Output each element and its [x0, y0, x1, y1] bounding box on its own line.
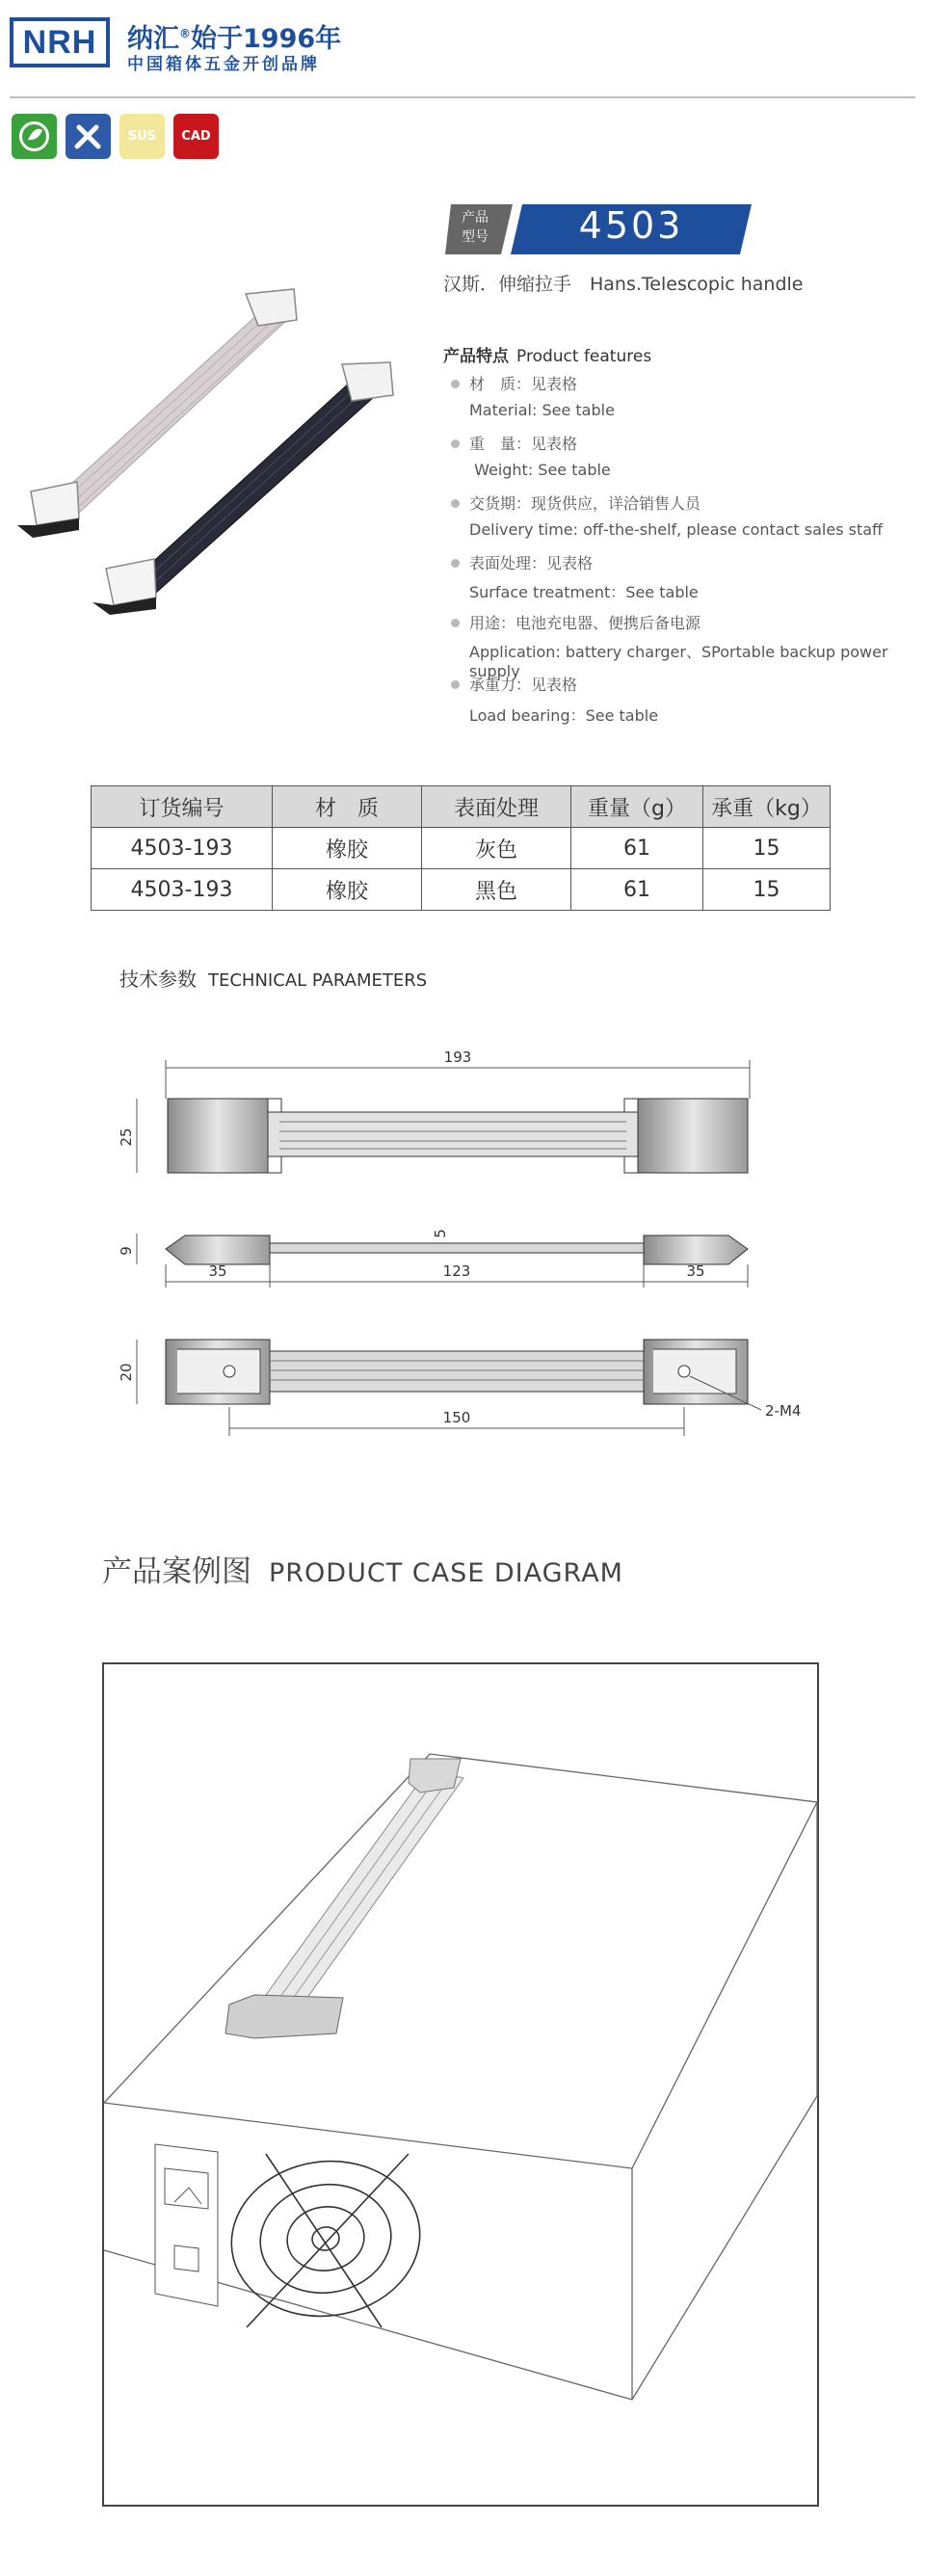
dim-strap-thickness: 5 — [432, 1229, 449, 1238]
features-title-cn: 产品特点 — [443, 347, 509, 366]
table-cell: 橡胶 — [273, 869, 422, 911]
feature-item-en: Weight: See table — [469, 461, 611, 479]
feature-item-cn: 重 量：见表格 — [469, 435, 578, 453]
table-row — [92, 828, 831, 869]
top-view — [118, 1049, 750, 1173]
table-cell: 61 — [571, 828, 703, 869]
feature-item-cn: 表面处理：见表格 — [469, 554, 594, 572]
case-diagram — [102, 1662, 819, 2507]
feature-item-en: Delivery time: off-the-shelf, please contact sales staff — [469, 520, 884, 539]
features-title-en: Product features — [516, 347, 652, 366]
dim-base-width: 20 — [118, 1363, 135, 1382]
bullet-icon — [451, 680, 460, 689]
sus-icon: SUS — [119, 114, 165, 159]
dim-middle: 123 — [442, 1262, 471, 1280]
table-header: 承重（kg） — [703, 786, 831, 828]
table-cell: 61 — [571, 869, 703, 911]
table-cell: 黑色 — [422, 869, 571, 911]
feature-item-cn: 材 质：见表格 — [469, 375, 578, 393]
header-divider — [10, 96, 915, 98]
power-socket — [155, 2144, 218, 2306]
feature-item-cn: 交货期：现货供应，详洽销售人员 — [469, 494, 701, 513]
table-header: 材 质 — [273, 786, 422, 828]
bullet-icon — [451, 439, 460, 448]
dim-end-left: 35 — [208, 1262, 227, 1280]
table-cell: 4503-193 — [92, 869, 273, 911]
case-diagram-title-en: PRODUCT CASE DIAGRAM — [269, 1558, 623, 1588]
model-tag-label-2: 型号 — [462, 229, 489, 245]
feature-item-en: Application: battery charger、SPortable backup power supply — [469, 643, 888, 680]
table-cell: 15 — [703, 869, 831, 911]
technical-title-en: TECHNICAL PARAMETERS — [208, 970, 428, 991]
dim-height: 9 — [118, 1246, 135, 1256]
case-diagram-title-cn: 产品案例图 — [102, 1554, 251, 1589]
spec-table — [91, 785, 831, 911]
technical-title-cn: 技术参数 — [119, 968, 197, 991]
side-view — [118, 1229, 748, 1288]
dim-screw: 2-M4 — [765, 1402, 802, 1420]
tools-icon — [66, 114, 111, 159]
registered-mark: ® — [179, 27, 191, 40]
bullet-icon — [451, 380, 460, 388]
features-title — [443, 342, 651, 366]
table-cell: 灰色 — [422, 828, 571, 869]
dim-hole-distance: 150 — [442, 1409, 471, 1426]
technical-drawing — [0, 1041, 925, 1474]
black-handle — [92, 362, 393, 615]
product-description: 汉斯．伸缩拉手 Hans.Telescopic handle — [443, 274, 804, 295]
table-header: 表面处理 — [422, 786, 571, 828]
feature-item-en: Surface treatment：See table — [469, 583, 699, 601]
dim-end-right: 35 — [686, 1262, 705, 1280]
bottom-view — [118, 1340, 801, 1436]
bullet-icon — [451, 559, 460, 568]
technical-title — [119, 964, 427, 992]
brand-name: 纳汇 — [127, 24, 179, 54]
model-tag-label-1: 产品 — [462, 210, 489, 226]
bullet-icon — [451, 619, 460, 627]
table-header: 订货编号 — [92, 786, 273, 828]
brand-since: 始于1996年 — [191, 24, 342, 54]
dim-overall-length: 193 — [443, 1049, 472, 1066]
feature-item-en: Load bearing：See table — [469, 706, 659, 725]
feature-item-en: Material: See table — [469, 401, 615, 419]
model-tag-label — [451, 208, 499, 247]
feature-item-cn: 承重力：见表格 — [469, 676, 578, 694]
nrh-logo: NRH — [10, 17, 110, 67]
product-photo — [10, 251, 434, 617]
bullet-icon — [451, 499, 460, 508]
brand-slogan: 中国箱体五金开创品牌 — [127, 55, 320, 74]
table-cell: 15 — [703, 828, 831, 869]
table-header-row — [92, 786, 831, 828]
table-cell: 4503-193 — [92, 828, 273, 869]
case-diagram-title — [102, 1547, 623, 1590]
table-row — [92, 869, 831, 911]
cad-icon: CAD — [173, 114, 219, 159]
dim-width: 25 — [118, 1128, 135, 1147]
table-cell: 橡胶 — [273, 828, 422, 869]
model-number: 4503 — [578, 204, 684, 247]
table-header: 重量（g） — [571, 786, 703, 828]
eco-leaf-icon — [12, 114, 57, 159]
feature-item-cn: 用途：电池充电器、便携后备电源 — [469, 614, 701, 632]
